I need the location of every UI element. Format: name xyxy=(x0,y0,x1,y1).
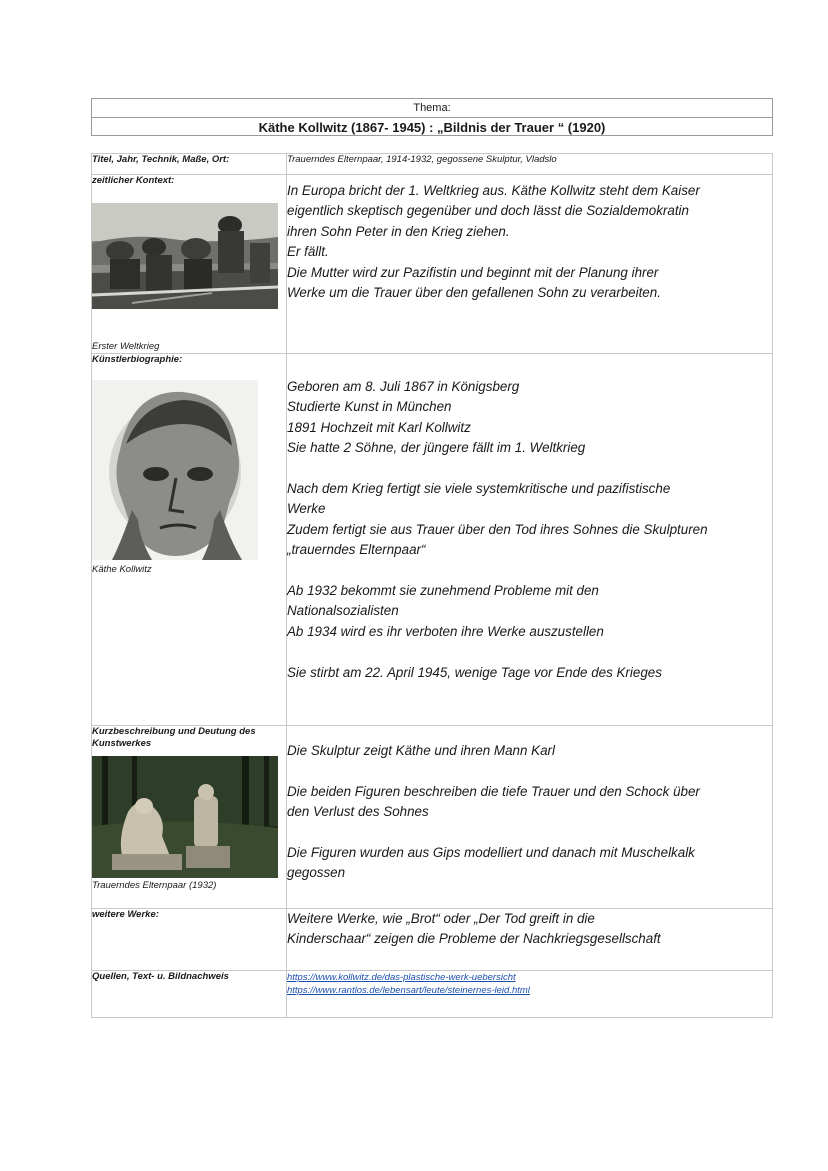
photo-sculpture xyxy=(92,756,278,878)
label-info: Titel, Jahr, Technik, Maße, Ort: xyxy=(92,154,230,165)
label-description: Kurzbeschreibung und Deutung des Kunstwerkes xyxy=(92,726,256,749)
label-context: zeitlicher Kontext: xyxy=(92,175,175,186)
portrait-kollwitz xyxy=(92,380,258,560)
table-row-bio xyxy=(92,354,773,726)
thema-label: Thema: xyxy=(92,99,772,118)
text-works: Weitere Werke, wie „Brot“ oder „Der Tod greift in die Kinderschaar“ zeigen die Probleme der Nachkriegsgesellschaft xyxy=(287,911,661,947)
value-info: Trauerndes Elternpaar, 1914-1932, gegossene Skulptur, Vladslo xyxy=(287,154,557,165)
text-context: In Europa bricht der 1. Weltkrieg aus. Käthe Kollwitz steht dem Kaiser eigentlich skeptisch gegenüber und doch lässt die Sozialdemokratin ihren Sohn Peter in den Krieg ziehen. Er fällt. Die Mutter wird zur Pazifistin und beginnt mit der Planung ihrer Werke um die Trauer über den gefallenen Sohn zu verarbeiten. xyxy=(287,183,700,301)
text-bio: Geboren am 8. Juli 1867 in Königsberg Studierte Kunst in München 1891 Hochzeit mit Karl Kollwitz Sie hatte 2 Söhne, der jüngere fällt im 1. Weltkrieg Nach dem Krieg fertigt sie viele systemkritische und pazifistische Werke Zudem fertigt sie aus Trauer über den Tod ihres Sohnes die Skulpturen „trauerndes Elternpaar“ Ab 1932 bekommt sie zunehmend Probleme mit den Nationalsozialisten Ab 1934 wird es ihr verboten ihre Werke auszustellen Sie stirbt am 22. April 1945, wenige Tage vor Ende des Krieges xyxy=(287,379,708,680)
table-row-works xyxy=(92,909,773,971)
text-description: Die Skulptur zeigt Käthe und ihren Mann Karl Die beiden Figuren beschreiben die tiefe Trauer und den Schock über den Verlust des Sohnes Die Figuren wurden aus Gips modelliert und danach mit Muschelkalk gegossen xyxy=(287,743,700,881)
table-row-info xyxy=(92,154,773,175)
info-table xyxy=(91,153,773,1018)
label-bio: Künstlerbiographie: xyxy=(92,354,183,365)
caption-bio: Käthe Kollwitz xyxy=(92,564,152,575)
label-sources: Quellen, Text- u. Bildnachweis xyxy=(92,971,229,982)
document-title: Käthe Kollwitz (1867- 1945) : „Bildnis der Trauer “ (1920) xyxy=(258,120,606,135)
source-link-rantlos[interactable]: https://www.rantlos.de/lebensart/leute/steinernes-leid.html xyxy=(287,985,530,996)
caption-context: Erster Weltkrieg xyxy=(92,341,160,352)
table-row-description xyxy=(92,726,773,909)
photo-ww1-soldiers xyxy=(92,203,278,309)
label-works: weitere Werke: xyxy=(92,909,159,920)
table-row-context xyxy=(92,175,773,354)
caption-description: Trauerndes Elternpaar (1932) xyxy=(92,880,217,891)
header-box xyxy=(91,98,773,136)
table-row-sources xyxy=(92,971,773,1018)
source-link-kollwitz[interactable]: https://www.kollwitz.de/das-plastische-werk-uebersicht xyxy=(287,972,516,983)
